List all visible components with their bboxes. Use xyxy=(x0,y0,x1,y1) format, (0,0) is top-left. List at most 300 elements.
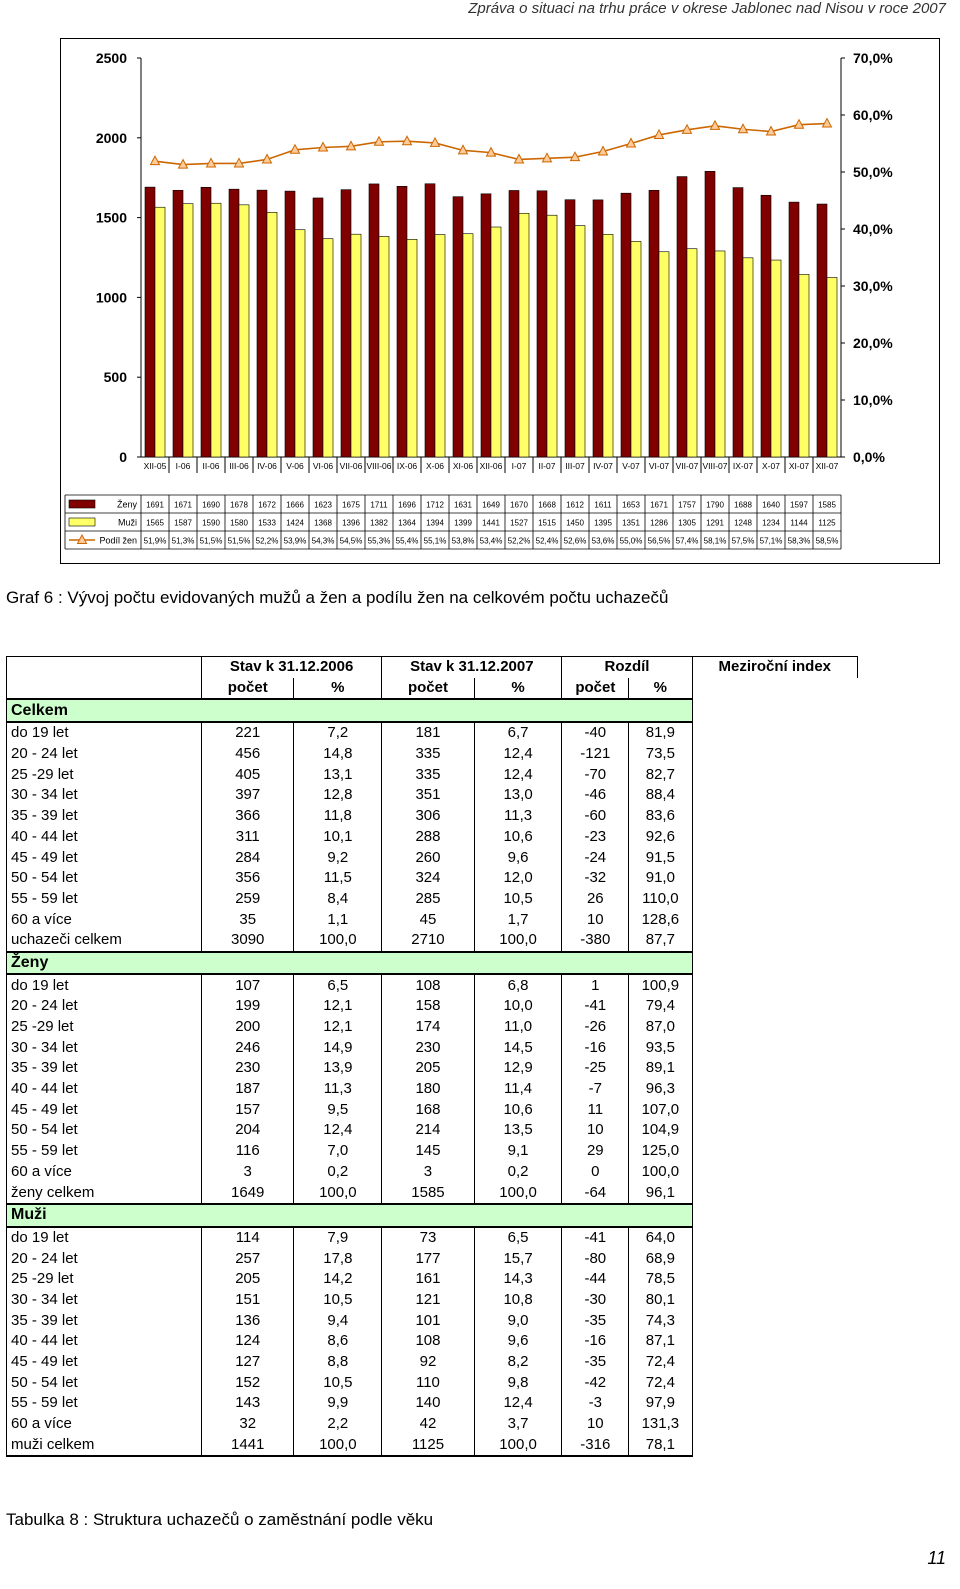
x-tick-label: XII-05 xyxy=(143,461,167,471)
table-row xyxy=(7,785,858,806)
data-table-value: 1248 xyxy=(734,518,752,528)
table-row xyxy=(7,806,858,827)
table-cell: -16 xyxy=(562,1037,629,1058)
table-cell: 157 xyxy=(202,1099,294,1120)
x-tick-label: V-06 xyxy=(286,461,304,471)
bar-zeny xyxy=(229,189,239,457)
x-tick-label: II-06 xyxy=(202,461,220,471)
table-cell: 9,6 xyxy=(474,847,562,868)
x-tick-label: XI-07 xyxy=(788,461,810,471)
table-cell: 8,2 xyxy=(474,1352,562,1373)
row-label: 60 a více xyxy=(7,1162,202,1183)
table-cell: -42 xyxy=(562,1372,629,1393)
table-cell: 3 xyxy=(382,1162,474,1183)
table-cell: 127 xyxy=(202,1352,294,1373)
table-cell: 230 xyxy=(382,1037,474,1058)
table-cell: 87,0 xyxy=(629,1017,692,1038)
table-cell: 145 xyxy=(382,1141,474,1162)
table-row xyxy=(7,827,858,848)
table-row xyxy=(7,1017,858,1038)
data-table-value: 1691 xyxy=(146,500,164,510)
data-table-value: 1611 xyxy=(594,500,612,510)
data-table-value: 57,4% xyxy=(675,536,699,546)
table-cell: 1 xyxy=(562,974,629,996)
table-cell: 6,5 xyxy=(294,974,382,996)
table-cell: 7,9 xyxy=(294,1227,382,1249)
y2-tick-label: 40,0% xyxy=(853,221,893,237)
bar-muzi xyxy=(603,234,613,457)
table-row xyxy=(7,1434,858,1456)
table-cell: 1441 xyxy=(202,1434,294,1456)
bar-muzi xyxy=(491,227,501,457)
table-cell: 97,9 xyxy=(629,1393,692,1414)
table-cell: 335 xyxy=(382,764,474,785)
page-number: 11 xyxy=(927,1548,946,1568)
table-cell: 29 xyxy=(562,1141,629,1162)
y-tick-label: 2500 xyxy=(95,50,127,66)
age-structure-table xyxy=(6,656,858,1457)
data-table-value: 55,3% xyxy=(367,536,391,546)
table-row xyxy=(7,889,858,910)
table-row xyxy=(7,1099,858,1120)
table-cell: 12,4 xyxy=(474,744,562,765)
table-row xyxy=(7,764,858,785)
table-cell: -44 xyxy=(562,1269,629,1290)
table-cell: -41 xyxy=(562,1227,629,1249)
data-table-value: 1678 xyxy=(230,500,248,510)
y-tick-label: 0 xyxy=(119,449,127,465)
table-cell: 6,8 xyxy=(474,974,562,996)
table-cell: 10,8 xyxy=(474,1290,562,1311)
table-cell: 14,3 xyxy=(474,1269,562,1290)
bar-muzi xyxy=(295,230,305,457)
table-cell: 177 xyxy=(382,1248,474,1269)
data-table-value: 1305 xyxy=(678,518,696,528)
table-cell: 89,1 xyxy=(629,1058,692,1079)
x-tick-label: VII-06 xyxy=(339,461,363,471)
x-tick-label: IV-06 xyxy=(257,461,277,471)
bar-zeny xyxy=(677,177,687,457)
header-cell: Stav k 31.12.2007 xyxy=(382,657,562,678)
data-table-value: 52,2% xyxy=(507,536,531,546)
bar-zeny xyxy=(649,190,659,457)
table-cell: 108 xyxy=(382,1331,474,1352)
x-tick-label: VI-06 xyxy=(312,461,334,471)
table-cell: 110,0 xyxy=(629,889,692,910)
table-cell: 14,2 xyxy=(294,1269,382,1290)
table-cell: 100,0 xyxy=(474,930,562,952)
data-table-value: 1441 xyxy=(482,518,500,528)
y2-tick-label: 30,0% xyxy=(853,278,893,294)
table-cell: 0,2 xyxy=(294,1162,382,1183)
bar-muzi xyxy=(687,249,697,457)
table-cell: 199 xyxy=(202,996,294,1017)
table-row xyxy=(7,1290,858,1311)
table-cell: 32 xyxy=(202,1414,294,1435)
bar-zeny xyxy=(509,190,519,457)
table-cell: 200 xyxy=(202,1017,294,1038)
table-cell: 187 xyxy=(202,1079,294,1100)
table-cell: 1,1 xyxy=(294,909,382,930)
data-table-value: 1125 xyxy=(818,518,836,528)
header-cell xyxy=(7,657,202,678)
table-cell: 128,6 xyxy=(629,909,692,930)
bar-zeny xyxy=(537,191,547,457)
table-cell: 12,4 xyxy=(474,764,562,785)
data-table-value: 51,3% xyxy=(171,536,195,546)
table-cell: 12,0 xyxy=(474,868,562,889)
table-cell: -64 xyxy=(562,1182,629,1204)
table-cell: 10,0 xyxy=(474,996,562,1017)
bar-zeny xyxy=(285,191,295,457)
bar-zeny xyxy=(341,190,351,457)
table-cell: 285 xyxy=(382,889,474,910)
table-cell: 9,1 xyxy=(474,1141,562,1162)
data-table-value: 58,3% xyxy=(787,536,811,546)
table-row xyxy=(7,847,858,868)
table-cell: 10,1 xyxy=(294,827,382,848)
row-label: 20 - 24 let xyxy=(7,996,202,1017)
data-table-value: 1587 xyxy=(174,518,192,528)
data-table-value: 1399 xyxy=(454,518,472,528)
section-title: Ženy xyxy=(7,952,693,975)
data-table-value: 55,0% xyxy=(619,536,643,546)
table-cell: 10,5 xyxy=(294,1290,382,1311)
section-row xyxy=(7,1204,858,1227)
table-cell: 1585 xyxy=(382,1182,474,1204)
table-cell: -3 xyxy=(562,1393,629,1414)
table-row xyxy=(7,1310,858,1331)
table-cell: 42 xyxy=(382,1414,474,1435)
table-cell: 9,6 xyxy=(474,1331,562,1352)
table-cell: 288 xyxy=(382,827,474,848)
table-cell: -30 xyxy=(562,1290,629,1311)
table-cell: 13,9 xyxy=(294,1058,382,1079)
table-cell: 9,0 xyxy=(474,1310,562,1331)
data-table-value: 1653 xyxy=(622,500,640,510)
row-label: 55 - 59 let xyxy=(7,1141,202,1162)
table-cell: -24 xyxy=(562,847,629,868)
row-label: ženy celkem xyxy=(7,1182,202,1204)
bar-muzi xyxy=(463,234,473,457)
table-cell: 45 xyxy=(382,909,474,930)
table-cell: 121 xyxy=(382,1290,474,1311)
table-cell: 100,9 xyxy=(629,974,692,996)
table-cell: 12,9 xyxy=(474,1058,562,1079)
table-cell: 405 xyxy=(202,764,294,785)
data-table-value: 1668 xyxy=(538,500,556,510)
table-cell: 12,4 xyxy=(474,1393,562,1414)
legend-key xyxy=(69,500,95,508)
section-row xyxy=(7,699,858,722)
table-cell: 2,2 xyxy=(294,1414,382,1435)
table-cell: 0 xyxy=(562,1162,629,1183)
bar-zeny xyxy=(201,187,211,457)
table-cell: 92,6 xyxy=(629,827,692,848)
table-cell: 158 xyxy=(382,996,474,1017)
table-cell: 131,3 xyxy=(629,1414,692,1435)
table-cell: 1125 xyxy=(382,1434,474,1456)
x-tick-label: I-06 xyxy=(175,461,191,471)
bar-zeny xyxy=(621,193,631,457)
row-label: 35 - 39 let xyxy=(7,806,202,827)
x-tick-label: IV-07 xyxy=(593,461,613,471)
data-table-value: 1612 xyxy=(566,500,584,510)
table-cell: 12,8 xyxy=(294,785,382,806)
table-cell: -380 xyxy=(562,930,629,952)
point-podil-zen xyxy=(403,136,412,145)
table-cell: 136 xyxy=(202,1310,294,1331)
table-row xyxy=(7,909,858,930)
row-label: do 19 let xyxy=(7,1227,202,1249)
table-row xyxy=(7,974,858,996)
row-label: 60 a více xyxy=(7,1414,202,1435)
bar-muzi xyxy=(211,203,221,457)
x-tick-label: X-06 xyxy=(426,461,444,471)
table-cell: 9,5 xyxy=(294,1099,382,1120)
table-cell: 110 xyxy=(382,1372,474,1393)
table-cell: 96,1 xyxy=(629,1182,692,1204)
table-cell: 12,1 xyxy=(294,996,382,1017)
table-cell: 204 xyxy=(202,1120,294,1141)
x-tick-label: I-07 xyxy=(511,461,527,471)
data-table-value: 1757 xyxy=(678,500,696,510)
data-table-value: 1670 xyxy=(510,500,528,510)
table-row xyxy=(7,722,858,744)
table-cell: 397 xyxy=(202,785,294,806)
bar-muzi xyxy=(351,234,361,457)
table-cell: -70 xyxy=(562,764,629,785)
row-label: 35 - 39 let xyxy=(7,1310,202,1331)
table-cell: 6,7 xyxy=(474,722,562,744)
table-cell: 9,9 xyxy=(294,1393,382,1414)
table-cell: 9,8 xyxy=(474,1372,562,1393)
legend-key xyxy=(69,518,95,526)
data-table-value: 1711 xyxy=(370,500,388,510)
bar-zeny xyxy=(733,188,743,457)
table-cell: 10,5 xyxy=(474,889,562,910)
subheader-cell: počet xyxy=(562,678,629,700)
row-label: 30 - 34 let xyxy=(7,785,202,806)
data-table-value: 1671 xyxy=(650,500,668,510)
data-table-value: 55,1% xyxy=(423,536,447,546)
table-row xyxy=(7,1182,858,1204)
data-table-value: 1790 xyxy=(706,500,724,510)
table-cell: -316 xyxy=(562,1434,629,1456)
table-cell: 11,5 xyxy=(294,868,382,889)
table-cell: 246 xyxy=(202,1037,294,1058)
bar-muzi xyxy=(435,235,445,457)
table-cell: 17,8 xyxy=(294,1248,382,1269)
table-cell: 35 xyxy=(202,909,294,930)
table-row xyxy=(7,868,858,889)
legend-label: Ženy xyxy=(116,499,137,510)
table-cell: 91,5 xyxy=(629,847,692,868)
table-cell: 12,1 xyxy=(294,1017,382,1038)
bar-zeny xyxy=(425,184,435,457)
table-cell: 1,7 xyxy=(474,909,562,930)
table-cell: -35 xyxy=(562,1310,629,1331)
table-cell: 259 xyxy=(202,889,294,910)
table-cell: 114 xyxy=(202,1227,294,1249)
data-table-value: 1690 xyxy=(202,500,220,510)
x-tick-label: V-07 xyxy=(622,461,640,471)
table-cell: 284 xyxy=(202,847,294,868)
subheader-cell: % xyxy=(629,678,692,700)
table-cell: 205 xyxy=(382,1058,474,1079)
point-podil-zen xyxy=(711,121,720,130)
table-cell: 125,0 xyxy=(629,1141,692,1162)
table-cell: 81,9 xyxy=(629,722,692,744)
table-cell: 11 xyxy=(562,1099,629,1120)
data-table-value: 1527 xyxy=(510,518,528,528)
table-cell: 80,1 xyxy=(629,1290,692,1311)
bar-zeny xyxy=(705,171,715,457)
table-cell: 7,2 xyxy=(294,722,382,744)
table-cell: 0,2 xyxy=(474,1162,562,1183)
y-tick-label: 1500 xyxy=(95,209,127,226)
table-cell: 335 xyxy=(382,744,474,765)
table-cell: -121 xyxy=(562,744,629,765)
bar-muzi xyxy=(715,251,725,457)
data-table-value: 1533 xyxy=(258,518,276,528)
data-table-value: 1640 xyxy=(762,500,780,510)
bar-muzi xyxy=(239,205,249,457)
row-label: 25 -29 let xyxy=(7,1269,202,1290)
table-row xyxy=(7,1352,858,1373)
table-row xyxy=(7,1372,858,1393)
table-cell: -80 xyxy=(562,1248,629,1269)
row-label: 40 - 44 let xyxy=(7,1079,202,1100)
table-cell: -60 xyxy=(562,806,629,827)
table-cell: 87,7 xyxy=(629,930,692,952)
table-cell: 8,4 xyxy=(294,889,382,910)
x-tick-label: III-07 xyxy=(565,461,585,471)
header-cell: Rozdíl xyxy=(562,657,692,678)
bar-muzi xyxy=(155,207,165,457)
table-cell: 91,0 xyxy=(629,868,692,889)
data-table-value: 1396 xyxy=(342,518,360,528)
table-row xyxy=(7,1120,858,1141)
x-tick-label: XII-07 xyxy=(815,461,839,471)
header-row xyxy=(7,657,858,678)
y-tick-label: 500 xyxy=(103,369,127,386)
bar-muzi xyxy=(323,239,333,457)
table-cell: -23 xyxy=(562,827,629,848)
table-row xyxy=(7,1141,858,1162)
data-table-value: 1515 xyxy=(538,518,556,528)
section-title: Muži xyxy=(7,1204,693,1227)
table-row xyxy=(7,1269,858,1290)
data-table-value: 58,1% xyxy=(703,536,727,546)
x-tick-label: IX-07 xyxy=(732,461,754,471)
data-table-value: 1424 xyxy=(286,518,304,528)
table-cell: 10 xyxy=(562,909,629,930)
table-cell: 11,0 xyxy=(474,1017,562,1038)
table-cell: 11,4 xyxy=(474,1079,562,1100)
table-cell: -35 xyxy=(562,1352,629,1373)
y2-tick-label: 60,0% xyxy=(853,107,893,123)
table-cell: 100,0 xyxy=(294,1434,382,1456)
table-row xyxy=(7,1162,858,1183)
data-table-value: 57,5% xyxy=(731,536,755,546)
data-table-value: 51,9% xyxy=(143,536,167,546)
table-cell: 78,1 xyxy=(629,1434,692,1456)
legend-label: Muži xyxy=(117,517,137,528)
x-tick-label: XII-06 xyxy=(479,461,503,471)
table-cell: 10,5 xyxy=(294,1372,382,1393)
row-label: 55 - 59 let xyxy=(7,889,202,910)
table-cell: -46 xyxy=(562,785,629,806)
header-cell: Stav k 31.12.2006 xyxy=(202,657,382,678)
data-table-value: 1672 xyxy=(258,500,276,510)
row-label: 50 - 54 let xyxy=(7,868,202,889)
table-row xyxy=(7,996,858,1017)
section-title: Celkem xyxy=(7,699,693,722)
row-label: 40 - 44 let xyxy=(7,1331,202,1352)
data-table-value: 1675 xyxy=(342,500,360,510)
data-table-value: 53,6% xyxy=(591,536,615,546)
table-row xyxy=(7,744,858,765)
table-cell: 100,0 xyxy=(474,1182,562,1204)
row-label: 60 a více xyxy=(7,909,202,930)
x-tick-label: II-07 xyxy=(538,461,556,471)
table-row xyxy=(7,1414,858,1435)
table-row xyxy=(7,1037,858,1058)
table-cell: 96,3 xyxy=(629,1079,692,1100)
x-tick-label: VII-07 xyxy=(675,461,699,471)
x-tick-label: XI-06 xyxy=(452,461,474,471)
table-cell: 205 xyxy=(202,1269,294,1290)
bar-zeny xyxy=(593,200,603,457)
data-table-value: 1565 xyxy=(146,518,164,528)
table-cell: 306 xyxy=(382,806,474,827)
row-label: 50 - 54 let xyxy=(7,1120,202,1141)
data-table-value: 54,3% xyxy=(311,536,335,546)
table-cell: 6,5 xyxy=(474,1227,562,1249)
data-table-value: 53,8% xyxy=(451,536,475,546)
table-cell: 107,0 xyxy=(629,1099,692,1120)
bar-muzi xyxy=(183,204,193,457)
table-cell: -7 xyxy=(562,1079,629,1100)
table-cell: 13,1 xyxy=(294,764,382,785)
data-table-value: 1696 xyxy=(398,500,416,510)
table-cell: -41 xyxy=(562,996,629,1017)
line-podil-zen xyxy=(155,124,827,165)
row-label: uchazeči celkem xyxy=(7,930,202,952)
table-cell: 78,5 xyxy=(629,1269,692,1290)
table-cell: 10,6 xyxy=(474,827,562,848)
row-label: 20 - 24 let xyxy=(7,1248,202,1269)
table-cell: 26 xyxy=(562,889,629,910)
table-cell: 88,4 xyxy=(629,785,692,806)
table-cell: 161 xyxy=(382,1269,474,1290)
table-row xyxy=(7,1248,858,1269)
row-label: 20 - 24 let xyxy=(7,744,202,765)
bar-muzi xyxy=(659,252,669,457)
data-table-value: 1351 xyxy=(622,518,640,528)
x-tick-label: III-06 xyxy=(229,461,249,471)
data-table-value: 1144 xyxy=(790,518,808,528)
table-cell: 72,4 xyxy=(629,1372,692,1393)
table-cell: 366 xyxy=(202,806,294,827)
table-cell: 257 xyxy=(202,1248,294,1269)
subheader-cell: % xyxy=(474,678,562,700)
bar-muzi xyxy=(827,277,837,457)
table-cell: 107 xyxy=(202,974,294,996)
bar-zeny xyxy=(369,184,379,457)
table-body xyxy=(7,657,858,1457)
